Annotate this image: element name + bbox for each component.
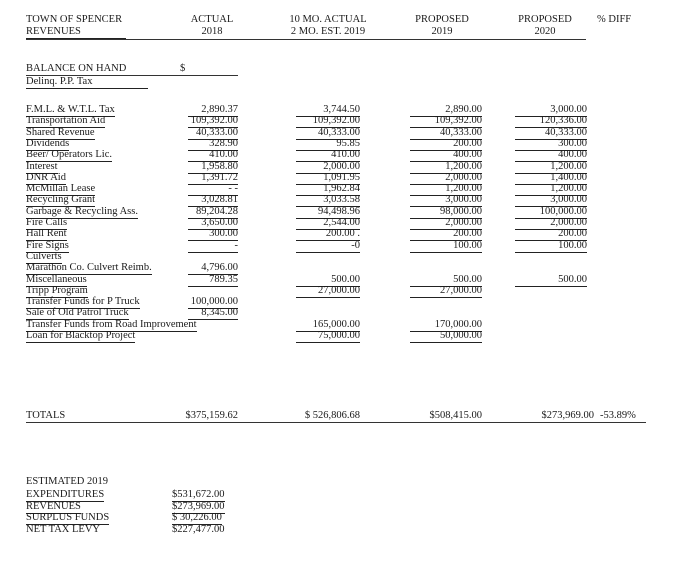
- estimated-label: EXPENDITURES: [26, 489, 105, 500]
- row-label: Interest: [26, 161, 58, 172]
- cell-actual-2018: 8,345.00: [188, 307, 238, 320]
- row-label: McMillan Lease: [26, 183, 96, 194]
- cell-proposed-2019: 2,000.00: [410, 217, 482, 230]
- estimated-value: $227,477.00: [172, 524, 225, 535]
- title-revenues: REVENUES: [26, 26, 126, 39]
- cell-est-2019: 95.85: [296, 138, 360, 151]
- row-label: F.M.L. & W.T.L. Tax: [26, 104, 115, 115]
- row-label: Loan for Blacktop Project: [26, 330, 136, 341]
- row-label: Shared Revenue: [26, 127, 95, 138]
- cell-proposed-2019: 50,000.00: [410, 330, 482, 343]
- row-label: Garbage & Recycling Ass.: [26, 206, 138, 217]
- cell-actual-2018: 328.90: [188, 138, 238, 151]
- totals-est-2019: $ 526,806.68: [304, 410, 360, 421]
- cell-proposed-2019: 100.00: [410, 240, 482, 253]
- cell-est-2019: 500.00: [296, 274, 360, 287]
- header-proposed-2020-year: 2020: [534, 26, 556, 37]
- cell-proposed-2019: 109,392.00: [410, 115, 482, 128]
- header-pct-diff: % DIFF: [597, 14, 632, 25]
- row-label: Recycling Grant: [26, 194, 96, 205]
- header-actual-year: 2018: [201, 26, 223, 37]
- cell-proposed-2020: 200.00: [515, 228, 587, 241]
- estimated-label: SURPLUS FUNDS: [26, 512, 110, 523]
- cell-proposed-2020: 1,400.00: [515, 172, 587, 185]
- cell-proposed-2020: 120,336.00: [515, 115, 587, 128]
- cell-proposed-2019: 1,200.00: [410, 183, 482, 196]
- cell-actual-2018: 3,028.81: [188, 194, 238, 207]
- cell-proposed-2019: 27,000.00: [410, 285, 482, 298]
- cell-est-2019: 3,033.58: [296, 194, 360, 207]
- delinquent-tax-label: Delinq. P.P. Tax: [26, 76, 148, 89]
- cell-proposed-2019: 98,000.00: [410, 206, 482, 219]
- cell-est-2019: 40,333.00: [296, 127, 360, 140]
- cell-actual-2018: 1,391.72: [188, 172, 238, 185]
- cell-est-2019: -0: [296, 240, 360, 253]
- header-actual: ACTUAL: [190, 14, 234, 25]
- row-label: Beer/ Operators Lic.: [26, 149, 113, 160]
- estimated-value: $531,672.00: [172, 489, 225, 500]
- cell-proposed-2019: 2,000.00: [410, 172, 482, 185]
- cell-proposed-2019: 1,200.00: [410, 161, 482, 174]
- cell-est-2019: 27,000.00: [296, 285, 360, 298]
- cell-est-2019: 94,498.96: [296, 206, 360, 219]
- cell-proposed-2019: 500.00: [410, 274, 482, 287]
- header-proposed-2020: PROPOSED: [518, 14, 572, 25]
- cell-proposed-2020: 1,200.00: [515, 183, 587, 196]
- cell-actual-2018: 100,000.00: [188, 296, 238, 309]
- cell-est-2019: 3,744.50: [296, 104, 360, 117]
- row-label: Hall Rent: [26, 228, 67, 239]
- header-proposed-2019-year: 2019: [431, 26, 453, 37]
- cell-est-2019: 200.00 .: [296, 228, 360, 241]
- row-label: Sale of Old Patrol Truck: [26, 307, 129, 318]
- cell-actual-2018: - -: [188, 183, 238, 196]
- cell-actual-2018: -: [188, 240, 238, 253]
- totals-rule: [26, 422, 646, 423]
- cell-proposed-2019: 3,000.00: [410, 194, 482, 207]
- totals-proposed-2019: $508,415.00: [429, 410, 482, 421]
- row-label: Dividends: [26, 138, 70, 149]
- cell-actual-2018: 410.00: [188, 149, 238, 162]
- estimated-title: ESTIMATED 2019: [26, 476, 108, 487]
- cell-est-2019: 2,000.00: [296, 161, 360, 174]
- cell-est-2019: 165,000.00: [296, 319, 360, 332]
- cell-proposed-2020: 100,000.00: [515, 206, 587, 219]
- row-label: Fire Signs: [26, 240, 69, 251]
- cell-actual-2018: 3,650.00: [188, 217, 238, 230]
- cell-actual-2018: 40,333.00: [188, 127, 238, 140]
- cell-proposed-2020: 500.00: [515, 274, 587, 287]
- estimated-value: $ 30,226.00: [172, 512, 222, 523]
- row-label: Transportation Aid: [26, 115, 106, 126]
- cell-proposed-2020: 400.00: [515, 149, 587, 162]
- cell-est-2019: 75,000.00: [296, 330, 360, 343]
- estimated-value: $273,969.00: [172, 501, 225, 512]
- cell-proposed-2019: 200.00: [410, 228, 482, 241]
- cell-actual-2018: 2,890.37: [188, 104, 238, 117]
- cell-proposed-2019: 200.00: [410, 138, 482, 151]
- cell-est-2019: 109,392.00: [296, 115, 360, 128]
- header-rule: [26, 39, 586, 40]
- cell-proposed-2020: 40,333.00: [515, 127, 587, 140]
- row-label: Tripp Program: [26, 285, 88, 296]
- cell-actual-2018: 1,958.80: [188, 161, 238, 174]
- cell-actual-2018: 300.00: [188, 228, 238, 241]
- cell-proposed-2020: 1,200.00: [515, 161, 587, 174]
- cell-est-2019: 2,544.00: [296, 217, 360, 230]
- row-label: Transfer Funds for P Truck: [26, 296, 140, 307]
- totals-pct-diff: -53.89%: [600, 410, 636, 421]
- cell-est-2019: 1,091.95: [296, 172, 360, 185]
- totals-label: TOTALS: [26, 410, 66, 421]
- cell-est-2019: 410.00: [296, 149, 360, 162]
- cell-est-2019: 1,962.84: [296, 183, 360, 196]
- cell-proposed-2019: 170,000.00: [410, 319, 482, 332]
- totals-2018: $375,159.62: [185, 410, 238, 421]
- row-label: Fire Calls: [26, 217, 68, 228]
- cell-proposed-2019: 2,890.00: [410, 104, 482, 117]
- cell-proposed-2020: 2,000.00: [515, 217, 587, 230]
- row-label: Marathon Co. Culvert Reimb.: [26, 262, 152, 273]
- balance-currency: $: [180, 63, 186, 74]
- cell-actual-2018: 89,204.28: [188, 206, 238, 219]
- title-town: TOWN OF SPENCER: [26, 14, 123, 25]
- header-10mo-actual: 10 MO. ACTUAL: [289, 14, 367, 25]
- row-label: DNR Aid: [26, 172, 66, 183]
- row-label: Miscellaneous: [26, 274, 87, 285]
- cell-actual-2018: 789.35: [188, 274, 238, 287]
- header-2mo-est: 2 MO. EST. 2019: [290, 26, 366, 37]
- cell-proposed-2020: 100.00: [515, 240, 587, 253]
- estimated-label: NET TAX LEVY: [26, 524, 101, 535]
- cell-proposed-2020: 300.00: [515, 138, 587, 151]
- cell-proposed-2020: 3,000.00: [515, 194, 587, 207]
- cell-actual-2018: 4,796.00: [188, 262, 238, 275]
- cell-proposed-2020: 3,000.00: [515, 104, 587, 117]
- row-label: Culverts: [26, 251, 62, 262]
- estimated-label: REVENUES: [26, 501, 81, 512]
- cell-proposed-2019: 400.00: [410, 149, 482, 162]
- cell-proposed-2019: 40,333.00: [410, 127, 482, 140]
- balance-label: BALANCE ON HAND: [26, 63, 127, 74]
- cell-actual-2018: 109,392.00: [188, 115, 238, 128]
- totals-proposed-2020: $273,969.00: [541, 410, 594, 421]
- header-proposed-2019: PROPOSED: [415, 14, 469, 25]
- row-label: Transfer Funds from Road Improvement: [26, 319, 197, 330]
